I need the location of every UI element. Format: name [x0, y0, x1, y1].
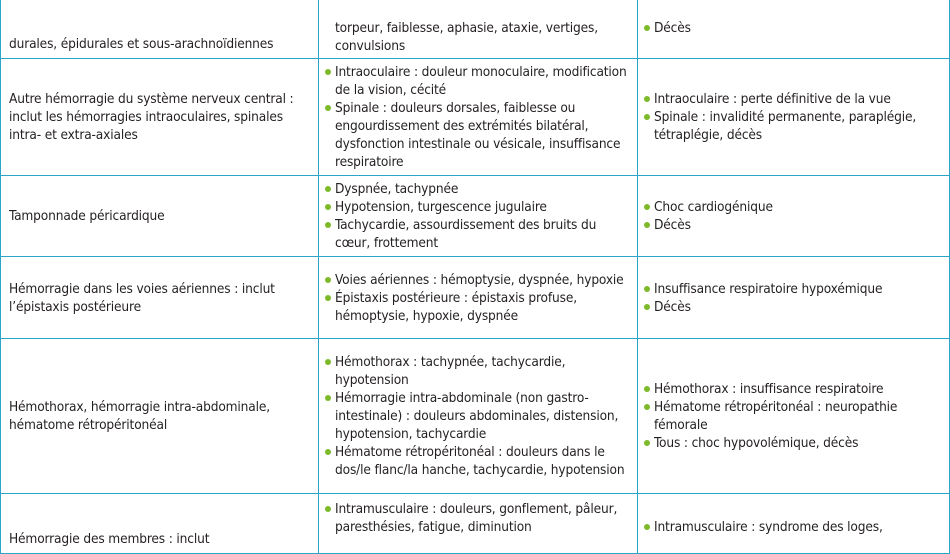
list-item: Intraoculaire : perte définitive de la vue — [644, 90, 941, 108]
list-item: Décès — [644, 298, 941, 316]
symptoms-cell — [319, 257, 638, 339]
bullet-icon — [644, 114, 650, 120]
bullet-icon — [644, 304, 650, 310]
bullet-icon — [644, 386, 650, 392]
list-item: Tous : choc hypovolémique, décès — [644, 434, 941, 452]
complications-cell — [638, 339, 950, 494]
list-item: Décès — [644, 19, 941, 37]
complications-cell — [638, 494, 950, 554]
symptoms-cell — [319, 339, 638, 494]
symptoms-cell — [319, 176, 638, 257]
bullet-icon — [325, 359, 331, 365]
complications-cell — [638, 176, 950, 257]
list-item: Hématome rétropéritonéal : douleurs dans le dos/le flanc/la hanche, tachycardie, hypotension — [325, 443, 629, 479]
symptoms-cell — [319, 59, 638, 176]
list-item: Choc cardiogénique — [644, 198, 941, 216]
list-item: Intramusculaire : syndrome des loges, — [644, 518, 941, 536]
complications-cell — [638, 59, 950, 176]
condition-cell: Hémothorax, hémorragie intra-abdominale, hématome rétropéritonéal — [1, 339, 319, 494]
list-item: Tachycardie, assourdissement des bruits du cœur, frottement — [325, 216, 629, 252]
list-item: Spinale : invalidité permanente, paraplégie, tétraplégie, décès — [644, 108, 941, 144]
table-row — [1, 339, 950, 494]
bullet-icon — [325, 105, 331, 111]
condition-cell: Autre hémorragie du système nerveux central : inclut les hémorragies intraoculaires, spinales intra- et extra-axiales — [1, 59, 319, 176]
bullet-icon — [644, 204, 650, 210]
condition-cell: durales, épidurales et sous-arachnoïdiennes — [1, 0, 319, 59]
list-item: Hémorragie intra-abdominale (non gastro-intestinale) : douleurs abdominales, distension, hypotension, tachycardie — [325, 389, 629, 443]
table-row — [1, 59, 950, 176]
list-item: Hémothorax : insuffisance respiratoire — [644, 380, 941, 398]
list-item: Hémothorax : tachypnée, tachycardie, hypotension — [325, 353, 629, 389]
bullet-icon — [325, 186, 331, 192]
list-item: Insuffisance respiratoire hypoxémique — [644, 280, 941, 298]
table-row — [1, 494, 950, 554]
list-item: Voies aériennes : hémoptysie, dyspnée, hypoxie — [325, 271, 629, 289]
list-item: Intraoculaire : douleur monoculaire, modification de la vision, cécité — [325, 63, 629, 99]
bullet-icon — [325, 222, 331, 228]
bullet-icon — [644, 25, 650, 31]
table-row — [1, 0, 950, 59]
bullet-icon — [325, 395, 331, 401]
symptoms-cell: torpeur, faiblesse, aphasie, ataxie, vertiges, convulsions — [319, 0, 638, 59]
condition-cell: Hémorragie des membres : inclut — [1, 494, 319, 554]
list-item: Épistaxis postérieure : épistaxis profuse, hémoptysie, hypoxie, dyspnée — [325, 289, 629, 325]
complications-cell — [638, 257, 950, 339]
bullet-icon — [644, 404, 650, 410]
list-item: Décès — [644, 216, 941, 234]
bullet-icon — [644, 440, 650, 446]
bullet-icon — [644, 222, 650, 228]
symptoms-cell — [319, 494, 638, 554]
bullet-icon — [644, 96, 650, 102]
bullet-icon — [644, 286, 650, 292]
bullet-icon — [325, 506, 331, 512]
list-item: Spinale : douleurs dorsales, faiblesse ou engourdissement des extrémités bilatéral, dysfonction intestinale ou vésicale, insuffisance respiratoire — [325, 99, 629, 171]
table-row — [1, 257, 950, 339]
complications-cell — [638, 0, 950, 59]
bullet-icon — [644, 524, 650, 530]
list-item: Hypotension, turgescence jugulaire — [325, 198, 629, 216]
list-item: Intramusculaire : douleurs, gonflement, pâleur, paresthésies, fatigue, diminution — [325, 500, 629, 536]
bullet-icon — [325, 204, 331, 210]
bullet-icon — [325, 277, 331, 283]
bullet-icon — [325, 295, 331, 301]
table-row — [1, 176, 950, 257]
bullet-icon — [325, 69, 331, 75]
condition-cell: Hémorragie dans les voies aériennes : inclut l’épistaxis postérieure — [1, 257, 319, 339]
list-item: Hématome rétropéritonéal : neuropathie fémorale — [644, 398, 941, 434]
bullet-icon — [325, 449, 331, 455]
list-item: Dyspnée, tachypnée — [325, 180, 629, 198]
condition-cell: Tamponnade péricardique — [1, 176, 319, 257]
